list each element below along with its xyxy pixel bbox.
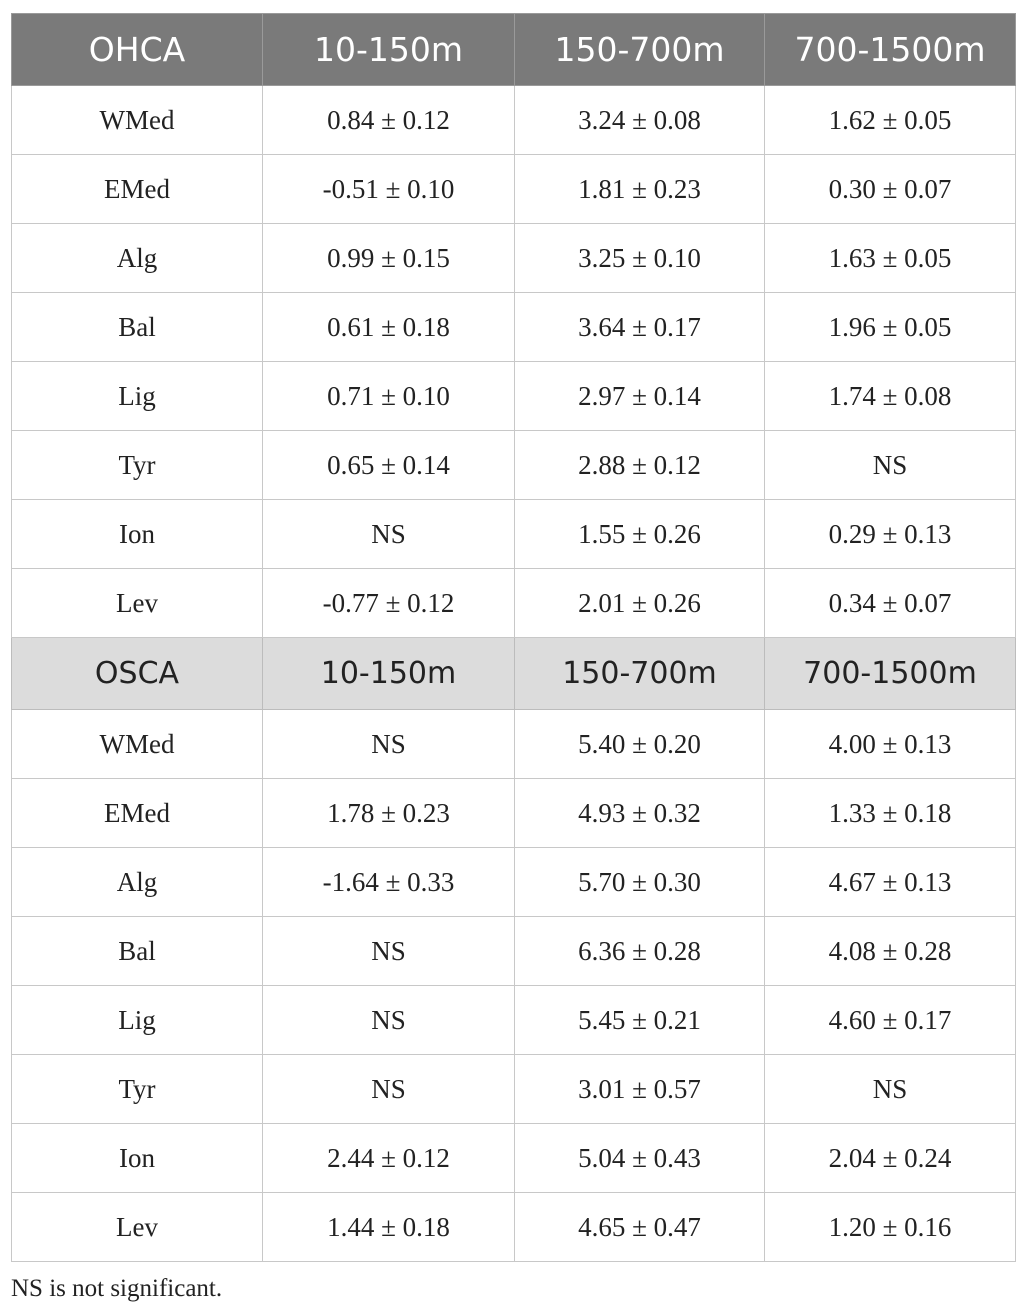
ohca-header-label: OHCA bbox=[12, 14, 263, 86]
osca-header-row bbox=[12, 638, 1016, 710]
value-cell: NS bbox=[263, 710, 515, 779]
value-cell: -0.51 ± 0.10 bbox=[263, 155, 515, 224]
table-row bbox=[12, 431, 1016, 500]
table-row bbox=[12, 293, 1016, 362]
table-row bbox=[12, 155, 1016, 224]
value-cell: 1.74 ± 0.08 bbox=[765, 362, 1016, 431]
value-cell: NS bbox=[765, 1055, 1016, 1124]
data-table bbox=[11, 13, 1016, 1262]
region-cell: Bal bbox=[12, 293, 263, 362]
value-cell: 3.24 ± 0.08 bbox=[515, 86, 765, 155]
value-cell: 2.97 ± 0.14 bbox=[515, 362, 765, 431]
table-row bbox=[12, 224, 1016, 293]
table-row bbox=[12, 569, 1016, 638]
region-cell: Ion bbox=[12, 1124, 263, 1193]
ohca-header-depth-10-150: 10-150m bbox=[263, 14, 515, 86]
value-cell: 5.45 ± 0.21 bbox=[515, 986, 765, 1055]
value-cell: 4.65 ± 0.47 bbox=[515, 1193, 765, 1262]
value-cell: 3.01 ± 0.57 bbox=[515, 1055, 765, 1124]
table-row bbox=[12, 500, 1016, 569]
value-cell: 1.20 ± 0.16 bbox=[765, 1193, 1016, 1262]
value-cell: 5.40 ± 0.20 bbox=[515, 710, 765, 779]
value-cell: NS bbox=[263, 1055, 515, 1124]
value-cell: 0.30 ± 0.07 bbox=[765, 155, 1016, 224]
table-row bbox=[12, 986, 1016, 1055]
value-cell: 0.65 ± 0.14 bbox=[263, 431, 515, 500]
table-row bbox=[12, 362, 1016, 431]
region-cell: Alg bbox=[12, 224, 263, 293]
table-row bbox=[12, 710, 1016, 779]
value-cell: 1.44 ± 0.18 bbox=[263, 1193, 515, 1262]
osca-header-depth-10-150: 10-150m bbox=[263, 638, 515, 710]
value-cell: 2.04 ± 0.24 bbox=[765, 1124, 1016, 1193]
region-cell: Lev bbox=[12, 1193, 263, 1262]
osca-header-label: OSCA bbox=[12, 638, 263, 710]
value-cell: 5.70 ± 0.30 bbox=[515, 848, 765, 917]
table-row bbox=[12, 86, 1016, 155]
value-cell: 3.64 ± 0.17 bbox=[515, 293, 765, 362]
value-cell: 4.60 ± 0.17 bbox=[765, 986, 1016, 1055]
value-cell: -0.77 ± 0.12 bbox=[263, 569, 515, 638]
region-cell: WMed bbox=[12, 86, 263, 155]
value-cell: NS bbox=[765, 431, 1016, 500]
table-row bbox=[12, 1193, 1016, 1262]
region-cell: Lig bbox=[12, 986, 263, 1055]
value-cell: 4.08 ± 0.28 bbox=[765, 917, 1016, 986]
value-cell: 0.84 ± 0.12 bbox=[263, 86, 515, 155]
value-cell: NS bbox=[263, 917, 515, 986]
ohca-header-row bbox=[12, 14, 1016, 86]
value-cell: 2.01 ± 0.26 bbox=[515, 569, 765, 638]
value-cell: NS bbox=[263, 500, 515, 569]
value-cell: 1.78 ± 0.23 bbox=[263, 779, 515, 848]
value-cell: 2.88 ± 0.12 bbox=[515, 431, 765, 500]
table-row bbox=[12, 1055, 1016, 1124]
value-cell: 1.81 ± 0.23 bbox=[515, 155, 765, 224]
table-footnote: NS is not significant. bbox=[11, 1275, 223, 1302]
value-cell: 2.44 ± 0.12 bbox=[263, 1124, 515, 1193]
value-cell: 1.33 ± 0.18 bbox=[765, 779, 1016, 848]
region-cell: WMed bbox=[12, 710, 263, 779]
region-cell: Lev bbox=[12, 569, 263, 638]
value-cell: 0.99 ± 0.15 bbox=[263, 224, 515, 293]
table-row bbox=[12, 917, 1016, 986]
table-row bbox=[12, 848, 1016, 917]
value-cell: NS bbox=[263, 986, 515, 1055]
value-cell: 0.71 ± 0.10 bbox=[263, 362, 515, 431]
osca-header-depth-700-1500: 700-1500m bbox=[765, 638, 1016, 710]
value-cell: 0.34 ± 0.07 bbox=[765, 569, 1016, 638]
value-cell: 4.93 ± 0.32 bbox=[515, 779, 765, 848]
ohca-header-depth-700-1500: 700-1500m bbox=[765, 14, 1016, 86]
region-cell: EMed bbox=[12, 779, 263, 848]
value-cell: 0.29 ± 0.13 bbox=[765, 500, 1016, 569]
value-cell: 1.96 ± 0.05 bbox=[765, 293, 1016, 362]
region-cell: Bal bbox=[12, 917, 263, 986]
value-cell: 6.36 ± 0.28 bbox=[515, 917, 765, 986]
osca-header-depth-150-700: 150-700m bbox=[515, 638, 765, 710]
region-cell: Ion bbox=[12, 500, 263, 569]
value-cell: 5.04 ± 0.43 bbox=[515, 1124, 765, 1193]
value-cell: 4.00 ± 0.13 bbox=[765, 710, 1016, 779]
value-cell: 1.62 ± 0.05 bbox=[765, 86, 1016, 155]
value-cell: 1.55 ± 0.26 bbox=[515, 500, 765, 569]
value-cell: 1.63 ± 0.05 bbox=[765, 224, 1016, 293]
table-row bbox=[12, 779, 1016, 848]
value-cell: 0.61 ± 0.18 bbox=[263, 293, 515, 362]
region-cell: Alg bbox=[12, 848, 263, 917]
value-cell: 3.25 ± 0.10 bbox=[515, 224, 765, 293]
region-cell: Lig bbox=[12, 362, 263, 431]
region-cell: Tyr bbox=[12, 1055, 263, 1124]
value-cell: 4.67 ± 0.13 bbox=[765, 848, 1016, 917]
ohca-header-depth-150-700: 150-700m bbox=[515, 14, 765, 86]
value-cell: -1.64 ± 0.33 bbox=[263, 848, 515, 917]
region-cell: EMed bbox=[12, 155, 263, 224]
region-cell: Tyr bbox=[12, 431, 263, 500]
table-row bbox=[12, 1124, 1016, 1193]
